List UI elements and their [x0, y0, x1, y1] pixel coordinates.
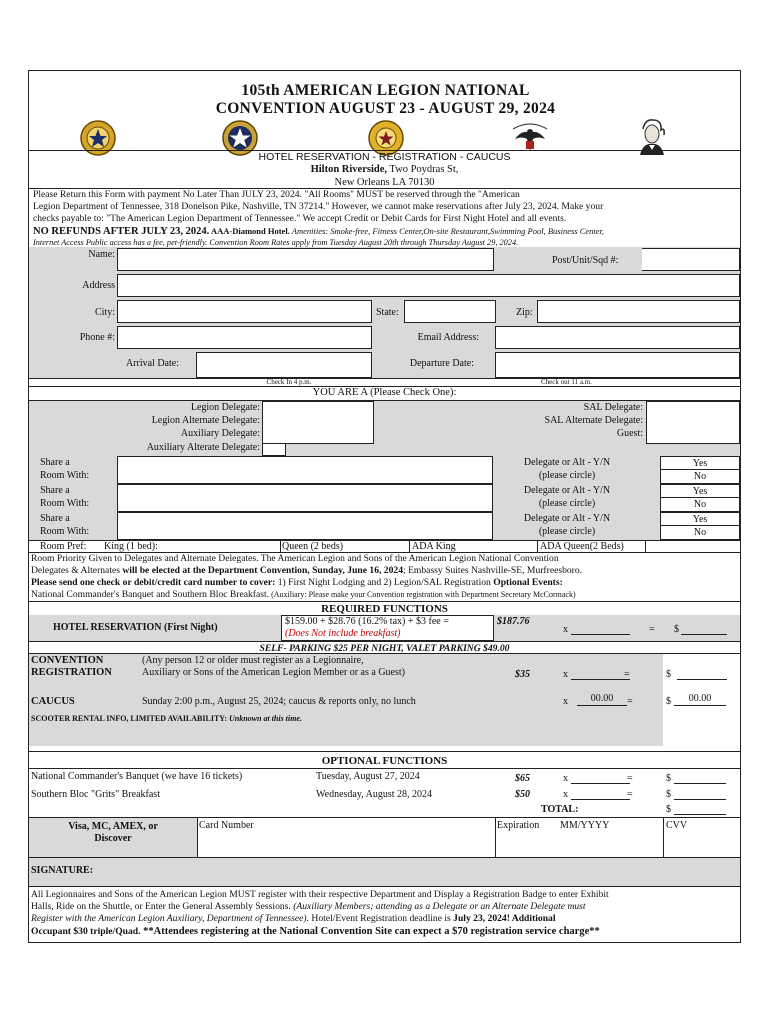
optional-functions-heading: OPTIONAL FUNCTIONS — [321, 755, 448, 767]
scooter-rental-info: SCOOTER RENTAL INFO, LIMITED AVAILABILITY: Unknown at this time. — [31, 714, 302, 723]
email-input[interactable] — [495, 326, 740, 349]
share-room-label: Room With: — [40, 498, 90, 509]
total-dollar: $ — [666, 804, 671, 815]
cvv-input[interactable] — [666, 833, 736, 855]
arrival-label: Arrival Date: — [125, 358, 179, 369]
delegate-sal: SAL Delegate: — [583, 402, 643, 413]
breakfast-total-input[interactable] — [674, 799, 726, 800]
hotel-price-note: (Does Not include breakfast) — [285, 628, 401, 639]
convention-x: x — [563, 669, 568, 680]
priority-line3: Please send one check or debit/credit card number to cover: 1) First Night Lodging and 2) Legion/SAL Registration Optional Events: — [31, 577, 563, 588]
zip-input[interactable] — [537, 300, 740, 323]
convention-dollar: $ — [666, 669, 671, 680]
delegate-sal-alt: SAL Alternate Delegate: — [544, 415, 643, 426]
delegate-aux-alt-checkbox[interactable] — [262, 443, 286, 456]
banquet-eq: = — [627, 773, 633, 784]
instructions-line2: Legion Department of Tennessee, 318 Donelson Pike, Nashville, TN 37214." However, we cannot make reservations after July 23, 2024. Make your — [33, 201, 604, 212]
footer-line2: Halls, Ride on the Shuttle, or Enter the General Assembly Sessions. (Auxiliary Members; attending as a Delegate or an Alternate Delegate must — [31, 901, 586, 912]
hotel-eq: = — [649, 624, 655, 635]
address-input[interactable] — [117, 274, 740, 297]
instructions-line4: NO REFUNDS AFTER JULY 23, 2024. AAA-Diamond Hotel. Amenities: Smoke-free, Fitness Center,On-site Restaurant,Swimming Pool, Business Center, — [33, 226, 605, 237]
instructions-line3: checks payable to: "The American Legion Department of Tennessee." We accept Credit or Debit Cards for First Night Hotel and all events. — [33, 213, 567, 224]
hotel-price-total: $187.76 — [497, 616, 530, 627]
registration-label: REGISTRATION — [31, 667, 112, 678]
caucus-eq: = — [627, 696, 633, 707]
convention-desc1: (Any person 12 or older must register as a Legionnaire, — [142, 655, 364, 666]
banquet-date: Tuesday, August 27, 2024 — [316, 771, 420, 782]
expiration-format[interactable]: MM/YYYY — [560, 820, 610, 831]
breakfast-price: $50 — [515, 789, 530, 800]
caucus-qty-input[interactable]: 00.00 — [577, 693, 627, 706]
card-types-line1: Visa, MC, AMEX, or — [68, 821, 158, 832]
please-circle: (please circle) — [538, 498, 596, 509]
ada-king-option[interactable]: ADA King — [412, 541, 456, 552]
delegate-legion: Legion Delegate: — [190, 402, 260, 413]
email-label: Email Address: — [417, 332, 479, 343]
banquet-price: $65 — [515, 773, 530, 784]
signature-input[interactable] — [107, 859, 739, 885]
delegate-legion-alt: Legion Alternate Delegate: — [151, 415, 260, 426]
required-functions-heading: REQUIRED FUNCTIONS — [321, 603, 448, 615]
signature-label: SIGNATURE: — [31, 865, 94, 876]
delegate-alt-yn: Delegate or Alt - Y/N — [523, 485, 611, 496]
delegate-right-checkbox[interactable] — [646, 401, 740, 444]
banquet-label: National Commander's Banquet (we have 16 tickets) — [31, 771, 243, 782]
priority-line2: Delegates & Alternates will be elected at the Department Convention, Sunday, June 16, 2024; Embassy Suites Nashville-SE, Murfreesboro. — [31, 565, 583, 576]
footer-line3: Register with the American Legion Auxiliary, Department of Tennessee). Hotel/Event Registration deadline is July 23, 2024! Additional — [31, 913, 556, 924]
breakfast-x: x — [563, 789, 568, 800]
state-label: State: — [376, 307, 399, 318]
convention-total-input[interactable] — [677, 679, 727, 680]
hotel-total-input[interactable] — [681, 634, 727, 635]
yes-option[interactable]: Yes — [660, 456, 740, 470]
caucus-total-input[interactable]: 00.00 — [674, 693, 726, 706]
banquet-x: x — [563, 773, 568, 784]
caucus-desc: Sunday 2:00 p.m., August 25, 2024; caucus & reports only, no lunch — [142, 696, 416, 707]
footer-line1: All Legionnaires and Sons of the American Legion MUST register with their respective Department and Display a Registration Badge to enter Exhibit — [31, 889, 609, 900]
share-room-input[interactable] — [117, 484, 493, 512]
delegate-guest: Guest: — [616, 428, 643, 439]
share-room-label: Share a — [40, 485, 70, 496]
card-number-input[interactable] — [199, 833, 494, 855]
departure-input[interactable] — [495, 352, 740, 378]
priority-line1: Room Priority Given to Delegates and Alternate Delegates. The American Legion and Sons of the American Legion National Convention — [31, 553, 559, 564]
name-input[interactable] — [117, 248, 494, 271]
breakfast-eq: = — [627, 789, 633, 800]
parking-note: SELF- PARKING $25 PER NIGHT, VALET PARKING $49.00 — [259, 643, 510, 654]
delegate-alt-yn: Delegate or Alt - Y/N — [523, 457, 611, 468]
delegate-left-checkbox[interactable] — [262, 401, 374, 444]
delegate-alt-yn: Delegate or Alt - Y/N — [523, 513, 611, 524]
registration-form — [28, 70, 741, 943]
city-input[interactable] — [117, 300, 372, 323]
post-label: Post/Unit/Sqd #: — [552, 255, 619, 266]
please-circle: (please circle) — [538, 470, 596, 481]
caucus-x: x — [563, 696, 568, 707]
yes-option[interactable]: Yes — [660, 512, 740, 526]
phone-label: Phone #: — [79, 332, 115, 343]
hotel-dollar: $ — [674, 624, 679, 635]
name-label: Name: — [88, 249, 115, 260]
no-option[interactable]: No — [660, 525, 740, 540]
post-input[interactable] — [642, 248, 740, 271]
total-label: TOTAL: — [541, 804, 579, 815]
please-circle: (please circle) — [538, 526, 596, 537]
convention-desc2: Auxiliary or Sons of the American Legion Member or as a Guest) — [142, 667, 405, 678]
state-input[interactable] — [404, 300, 496, 323]
expiration-label: Expiration — [497, 820, 540, 831]
convention-qty-input[interactable] — [571, 679, 630, 680]
hotel-qty-input[interactable] — [571, 634, 630, 635]
no-option[interactable]: No — [660, 497, 740, 512]
breakfast-qty-input[interactable] — [571, 799, 630, 800]
address-label: Address — [82, 280, 115, 291]
convention-label: CONVENTION — [31, 655, 104, 666]
ada-queen-option[interactable]: ADA Queen(2 Beds) — [540, 541, 624, 552]
no-option[interactable]: No — [660, 469, 740, 484]
banquet-qty-input[interactable] — [571, 783, 630, 784]
breakfast-date: Wednesday, August 28, 2024 — [316, 789, 433, 800]
priority-line4: National Commander's Banquet and Southern Bloc Breakfast. (Auxiliary: Please make your Convention registration with Department Secretary McCormack) — [31, 589, 576, 600]
share-room-label: Room With: — [40, 470, 90, 481]
footer-line4: Occupant $30 triple/Quad. **Attendees registering at the National Convention Site can expect a $70 registration service charge** — [31, 926, 600, 937]
zip-label: Zip: — [516, 307, 533, 318]
hotel-reservation-label: HOTEL RESERVATION (First Night) — [53, 622, 218, 633]
phone-input[interactable] — [117, 326, 372, 349]
queen-bed-option[interactable]: Queen (2 beds) — [282, 541, 344, 552]
instructions-line5: Internet Access Public access has a fee, pet-friendly. Convention Room Rates apply from Tuesday August 20th through Thursday August 29, 2024. — [33, 238, 519, 247]
share-room-input[interactable] — [117, 456, 493, 484]
hotel-name: Hilton Riverside, Two Poydras St, — [310, 164, 459, 175]
cvv-label: CVV — [666, 820, 688, 831]
delegate-auxiliary-alt: Auxiliary Alterate Delegate: — [146, 442, 260, 453]
card-number-label: Card Number — [199, 820, 254, 831]
breakfast-dollar: $ — [666, 789, 671, 800]
instructions-line1: Please Return this Form with payment No Later Than JULY 23, 2024. "All Rooms" MUST be reserved through the "American — [33, 189, 520, 200]
yes-option[interactable]: Yes — [660, 484, 740, 498]
arrival-input[interactable] — [196, 352, 372, 378]
banquet-total-input[interactable] — [674, 783, 726, 784]
share-room-label: Share a — [40, 457, 70, 468]
hotel-price-calc: $159.00 + $28.76 (16.2% tax) + $3 fee = — [285, 616, 449, 627]
card-types-line2: Discover — [94, 833, 132, 844]
king-bed-option[interactable]: King (1 bed): — [104, 541, 158, 552]
total-input[interactable] — [674, 814, 726, 815]
form-title-line1: 105th AMERICAN LEGION NATIONAL — [241, 82, 530, 99]
room-pref-label: Room Pref: — [40, 541, 87, 552]
hotel-city: New Orleans LA 70130 — [334, 177, 435, 188]
check-out-note: Check out 11 a.m. — [541, 378, 592, 386]
delegate-heading: YOU ARE A (Please Check One): — [312, 387, 457, 398]
hotel-qty-x: x — [563, 624, 568, 635]
convention-price: $35 — [515, 669, 530, 680]
departure-label: Departure Date: — [409, 358, 474, 369]
form-title-line2: CONVENTION AUGUST 23 - AUGUST 29, 2024 — [215, 100, 556, 117]
city-label: City: — [94, 307, 115, 318]
banquet-dollar: $ — [666, 773, 671, 784]
delegate-auxiliary: Auxiliary Delegate: — [180, 428, 260, 439]
share-room-input[interactable] — [117, 512, 493, 540]
share-room-label: Room With: — [40, 526, 90, 537]
convention-eq: = — [624, 669, 630, 680]
caucus-dollar: $ — [666, 696, 671, 707]
hotel-section-title: HOTEL RESERVATION - REGISTRATION - CAUCUS — [258, 151, 511, 163]
breakfast-label: Southern Bloc "Grits" Breakfast — [31, 789, 160, 800]
caucus-label: CAUCUS — [31, 696, 75, 707]
check-in-note: Check In 4 p.m. — [266, 378, 312, 386]
share-room-label: Share a — [40, 513, 70, 524]
